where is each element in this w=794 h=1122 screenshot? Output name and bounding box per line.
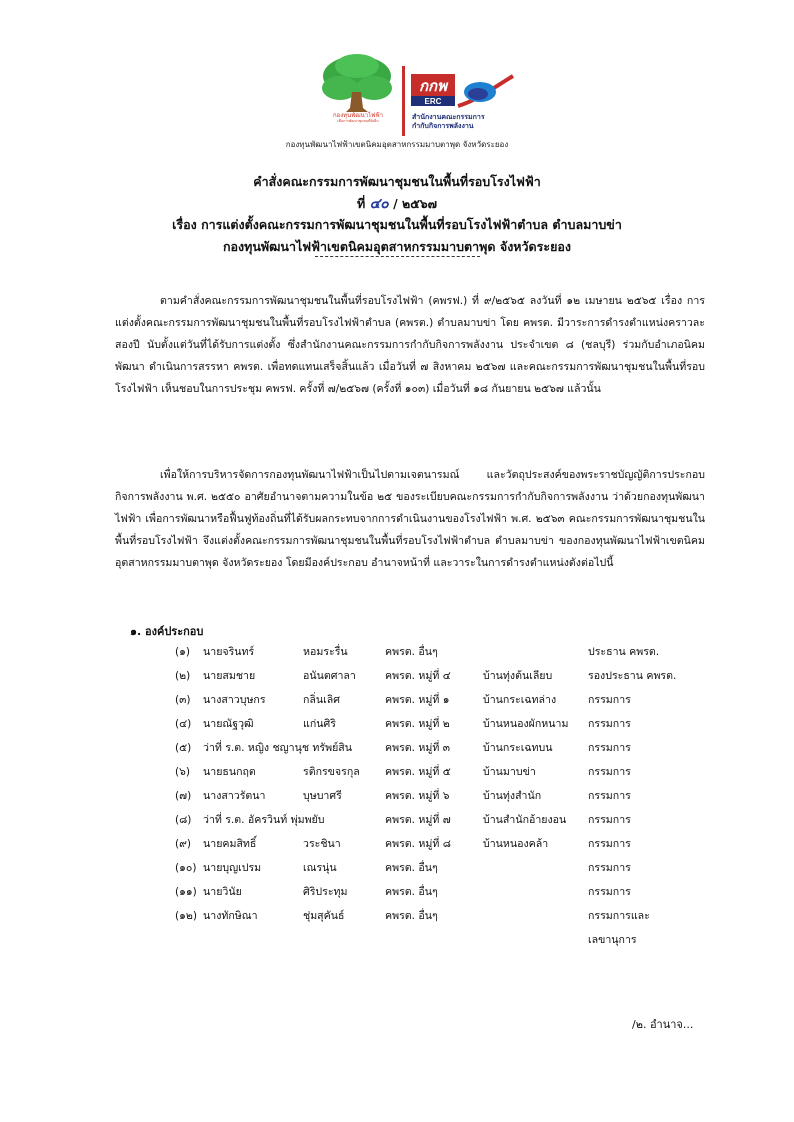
member-group: คพรต. อื่นๆ — [385, 886, 438, 898]
member-village: บ้านสำนักอ้ายงอน — [483, 814, 567, 826]
member-name: ว่าที่ ร.ต. หญิง ชญานุช ทรัพย์สิน — [203, 742, 353, 754]
member-name: นายธนกฤต — [203, 766, 256, 778]
member-village: บ้านกระเฉทล่าง — [483, 694, 557, 706]
member-village: บ้านทุ่งต้นเลียบ — [483, 670, 553, 682]
member-village: บ้านกระเฉทบน — [483, 742, 553, 754]
svg-text:กกพ: กกพ — [418, 78, 448, 95]
member-group: คพรต. หมู่ที่ ๘ — [385, 838, 451, 850]
member-group: คพรต. อื่นๆ — [385, 862, 438, 874]
paragraph-2-text: เพื่อให้การบริหารจัดการกองทุนพัฒนาไฟฟ้าเป็นไปตามเจตนารมณ์ และวัตถุประสงค์ของพระราชบัญญัติการประกอบกิจการพลังงาน พ.ศ. ๒๕๕๐ อาศัยอำนาจตามความในข้อ ๒๕ ของระเบียบคณะกรรมการกำกับกิจการพลังงาน ว่าด้วยกองทุนพัฒนาไฟฟ้า เพื่อการพัฒนาหรือฟื้นฟูท้องถิ่นที่ได้รับผลกระทบจากการดำเนินงานของโรงไฟฟ้า พ.ศ. ๒๕๖๓ คณะกรรมการพัฒนาชุมชนในพื้นที่รอบโรงไฟฟ้า จึงแต่งตั้งคณะกรรมการพัฒนาชุมชนในพื้นที่รอบโรงไฟฟ้าตำบล ตำบลมาบข่า ของกองทุนพัฒนาไฟฟ้าเขตนิคมอุตสาหกรรมมาบตาพุด จังหวัดระยอง โดยมีองค์ประกอบ อำนาจหน้าที่ และวาระในการดำรงตำแหน่งดังต่อไปนี้ — [115, 469, 705, 569]
member-name: นางทักษิณา — [203, 910, 258, 922]
member-village: บ้านหนองผักหนาม — [483, 718, 569, 730]
member-name: นางสาวบุษกร — [203, 694, 266, 706]
member-surname: ชุ่มสุคันธ์ — [303, 910, 345, 922]
section-heading: ๑. องค์ประกอบ — [130, 625, 204, 638]
member-no: (๗) — [175, 790, 192, 802]
member-surname: รติกรขจรกุล — [303, 766, 360, 778]
erc-office-line1: สำนักงานคณะกรรมการ — [412, 113, 485, 121]
member-role: กรรมการ — [588, 742, 631, 754]
member-no: (๑๑) — [175, 886, 197, 898]
member-name: นายสมชาย — [203, 670, 256, 682]
order-number-prefix: ที่ — [356, 196, 366, 211]
member-group: คพรต. หมู่ที่ ๔ — [385, 670, 451, 682]
member-role: ประธาน คพรต. — [588, 646, 660, 658]
paragraph-2 — [115, 464, 705, 574]
order-fund: กองทุนพัฒนาไฟฟ้าเขตนิคมอุตสาหกรรมมาบตาพุด จังหวัดระยอง — [222, 239, 572, 254]
member-surname: บุษบาศรี — [303, 790, 342, 802]
member-group: คพรต. หมู่ที่ ๒ — [385, 718, 450, 730]
order-number-suffix: / ๒๕๖๗ — [393, 196, 438, 211]
member-group: คพรต. หมู่ที่ ๑ — [385, 694, 450, 706]
member-no: (๙) — [175, 838, 192, 850]
logo-divider — [402, 66, 405, 136]
member-no: (๑๒) — [175, 910, 197, 922]
member-no: (๔) — [175, 718, 192, 730]
member-village: บ้านทุ่งสำนัก — [483, 790, 542, 802]
erc-office-line2: กำกับกิจการพลังงาน — [412, 122, 474, 130]
member-role: กรรมการ — [588, 838, 631, 850]
member-surname: หอมระรื่น — [303, 646, 348, 658]
member-name: นายบุญเปรม — [203, 862, 262, 874]
erc-office-name — [412, 113, 542, 131]
member-no: (๖) — [175, 766, 190, 778]
member-name: นางสาวรัตนา — [203, 790, 266, 802]
member-no: (๑๐) — [175, 862, 197, 874]
next-page-indicator: /๒. อำนาจ... — [632, 1018, 694, 1031]
paragraph-1 — [115, 290, 705, 400]
member-role: กรรมการ — [588, 766, 631, 778]
member-name: นายวินัย — [203, 886, 242, 898]
member-role: กรรมการและ — [588, 910, 650, 922]
member-role: กรรมการ — [588, 694, 631, 706]
member-name: นายณัฐวุฒิ — [203, 718, 254, 730]
member-group: คพรต. อื่นๆ — [385, 646, 438, 658]
member-surname: ศิริประทุม — [303, 886, 348, 898]
member-role: เลขานุการ — [588, 934, 637, 946]
member-no: (๕) — [175, 742, 192, 754]
member-group: คพรต. หมู่ที่ ๖ — [385, 790, 450, 802]
member-group: คพรต. หมู่ที่ ๓ — [385, 742, 450, 754]
member-name: ว่าที่ ร.ต. อัครวินท์ พุ่มพยับ — [203, 814, 325, 826]
member-surname: เณรนุ่น — [303, 862, 337, 874]
member-name: นายคมสิทธิ์ — [203, 838, 257, 850]
fund-area-header: กองทุนพัฒนาไฟฟ้าเขตนิคมอุตสาหกรรมมาบตาพุด จังหวัดระยอง — [285, 140, 509, 149]
paragraph-1-text: ตามคำสั่งคณะกรรมการพัฒนาชุมชนในพื้นที่รอบโรงไฟฟ้า (คพรฟ.) ที่ ๙/๒๕๖๕ ลงวันที่ ๑๒ เมษายน ๒๕๖๕ เรื่อง การแต่งตั้งคณะกรรมการพัฒนาชุมชนในพื้นที่รอบโรงไฟฟ้าตำบล (คพรต.) ตำบลมาบข่า โดย คพรต. มีวาระการดำรงตำแหน่งคราวละสองปี นับตั้งแต่วันที่ได้รับการแต่งตั้ง ซึ่งสำนักงานคณะกรรมการกำกับกิจการพลังงาน ประจำเขต ๘ (ชลบุรี) ร่วมกับอำเภอนิคมพัฒนา ดำเนินการสรรหา คพรต. เพื่อทดแทนเสร็จสิ้นแล้ว เมื่อวันที่ ๗ สิงหาคม ๒๕๖๗ และคณะกรรมการพัฒนาชุมชนในพื้นที่รอบโรงไฟฟ้า เห็นชอบในการประชุม คพรฟ. ครั้งที่ ๗/๒๕๖๗ (ครั้งที่ ๑๐๓) เมื่อวันที่ ๑๘ กันยายน ๒๕๖๗ แล้วนั้น — [115, 295, 705, 395]
member-surname: แก่นศิริ — [303, 718, 336, 730]
member-village: บ้านหนองคล้า — [483, 838, 549, 850]
member-no: (๒) — [175, 670, 191, 682]
member-group: คพรต. หมู่ที่ ๗ — [385, 814, 451, 826]
member-name: นายจรินทร์ — [203, 646, 255, 658]
member-group: คพรต. อื่นๆ — [385, 910, 438, 922]
member-role: กรรมการ — [588, 814, 631, 826]
member-surname: กลิ่นเลิศ — [303, 694, 340, 706]
member-no: (๘) — [175, 814, 192, 826]
order-number — [0, 193, 794, 215]
member-surname: วระชินา — [303, 838, 341, 850]
member-role: กรรมการ — [588, 718, 631, 730]
member-no: (๑) — [175, 646, 190, 658]
member-role: รองประธาน คพรต. — [588, 670, 677, 682]
member-group: คพรต. หมู่ที่ ๕ — [385, 766, 451, 778]
member-role: กรรมการ — [588, 886, 631, 898]
tree-logo-icon — [316, 52, 398, 140]
fund-logo-label: กองทุนพัฒนาไฟฟ้า — [333, 112, 383, 119]
title-separator — [315, 256, 480, 257]
member-surname: อนันตศาลา — [303, 670, 356, 682]
member-role: กรรมการ — [588, 790, 631, 802]
order-number-handwritten: ๔๐ — [369, 196, 389, 212]
svg-text:ERC: ERC — [424, 97, 442, 106]
order-subject: เรื่อง การแต่งตั้งคณะกรรมการพัฒนาชุมชนในพื้นที่รอบโรงไฟฟ้าตำบล ตำบลมาบข่า — [172, 217, 622, 232]
fund-logo-sub: เพื่อการพัฒนาชุมชนที่ยั่งยืน — [337, 119, 379, 123]
erc-logo-icon — [408, 70, 518, 116]
order-title: คำสั่งคณะกรรมการพัฒนาชุมชนในพื้นที่รอบโรงไฟฟ้า — [253, 174, 541, 189]
member-no: (๓) — [175, 694, 191, 706]
member-role: กรรมการ — [588, 862, 631, 874]
member-village: บ้านมาบข่า — [483, 766, 536, 778]
